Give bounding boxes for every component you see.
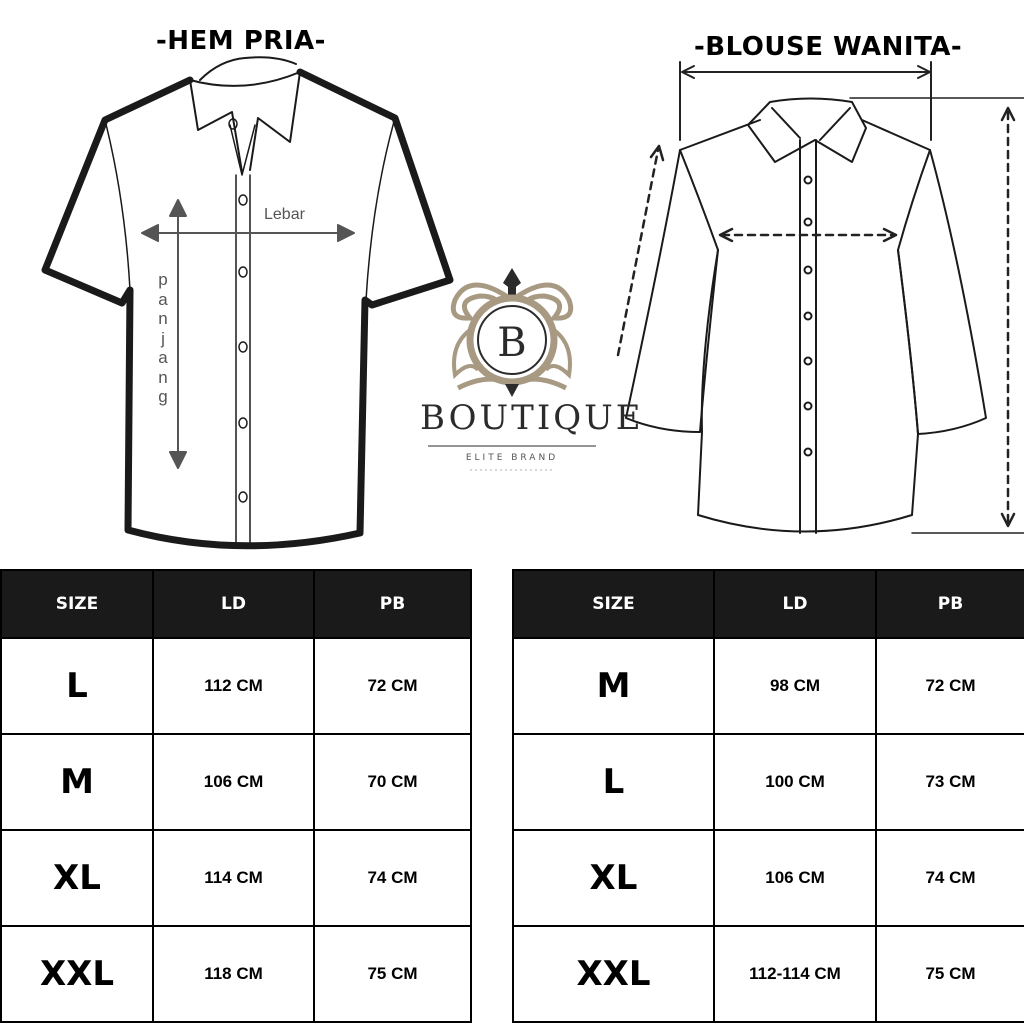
header-size: SIZE xyxy=(513,570,714,638)
ld-cell: 106 CM xyxy=(714,830,876,926)
blouse-wanita-title: -BLOUSE WANITA- xyxy=(694,32,963,62)
panjang-letter: p xyxy=(158,270,168,289)
pb-cell: 74 CM xyxy=(876,830,1024,926)
pb-cell: 74 CM xyxy=(314,830,471,926)
ld-cell: 100 CM xyxy=(714,734,876,830)
shirt-buttons xyxy=(229,119,247,502)
blouse-size-table xyxy=(512,569,1024,1023)
pb-cell: 75 CM xyxy=(314,926,471,1022)
sleeve-length-arrow xyxy=(618,146,663,355)
panjang-letter: g xyxy=(158,387,168,406)
panjang-letter: n xyxy=(158,309,168,328)
size-cell: L xyxy=(1,638,153,734)
panjang-letter: n xyxy=(158,367,168,387)
size-cell: L xyxy=(513,734,714,830)
ld-cell: 106 CM xyxy=(153,734,314,830)
ld-cell: 118 CM xyxy=(153,926,314,1022)
blouse-illustration xyxy=(618,62,1024,533)
pb-cell: 72 CM xyxy=(314,638,471,734)
size-cell: XXL xyxy=(513,926,714,1022)
table-row xyxy=(513,926,1024,1022)
ld-cell: 98 CM xyxy=(714,638,876,734)
pb-cell: 72 CM xyxy=(876,638,1024,734)
brand-name: BOUTIQUE xyxy=(420,398,644,438)
size-cell: XL xyxy=(1,830,153,926)
table-row xyxy=(1,734,471,830)
header-ld: LD xyxy=(153,570,314,638)
size-cell: M xyxy=(513,638,714,734)
panjang-letter: a xyxy=(158,348,168,367)
panjang-label xyxy=(152,270,174,407)
size-cell: XXL xyxy=(1,926,153,1022)
brand-tagline: ELITE BRAND xyxy=(465,453,559,463)
lebar-label: Lebar xyxy=(264,206,305,223)
header-pb: PB xyxy=(314,570,471,638)
pb-cell: 70 CM xyxy=(314,734,471,830)
hem-pria-title: -HEM PRIA- xyxy=(156,26,326,56)
pb-cell: 75 CM xyxy=(876,926,1024,1022)
table-header-row xyxy=(1,570,471,638)
shoulder-width-arrow xyxy=(680,62,931,140)
hem-size-table xyxy=(0,569,472,1023)
table-row xyxy=(1,830,471,926)
size-cell: XL xyxy=(513,830,714,926)
ld-cell: 114 CM xyxy=(153,830,314,926)
table-row xyxy=(513,830,1024,926)
table-row xyxy=(1,926,471,1022)
table-row xyxy=(513,638,1024,734)
logo-initial: B xyxy=(497,320,527,366)
boutique-logo xyxy=(428,268,596,470)
body-length-arrow xyxy=(850,98,1024,533)
mens-shirt-illustration xyxy=(45,57,450,546)
table-header-row xyxy=(513,570,1024,638)
panjang-letter: j xyxy=(161,328,165,348)
size-cell: M xyxy=(1,734,153,830)
panjang-letter: a xyxy=(158,289,168,309)
chest-width-arrow xyxy=(720,229,896,241)
lebar-arrow xyxy=(142,225,354,241)
blouse-buttons xyxy=(805,177,812,456)
table-row xyxy=(513,734,1024,830)
ld-cell: 112-114 CM xyxy=(714,926,876,1022)
pb-cell: 73 CM xyxy=(876,734,1024,830)
header-ld: LD xyxy=(714,570,876,638)
ld-cell: 112 CM xyxy=(153,638,314,734)
table-row xyxy=(1,638,471,734)
header-size: SIZE xyxy=(1,570,153,638)
header-pb: PB xyxy=(876,570,1024,638)
